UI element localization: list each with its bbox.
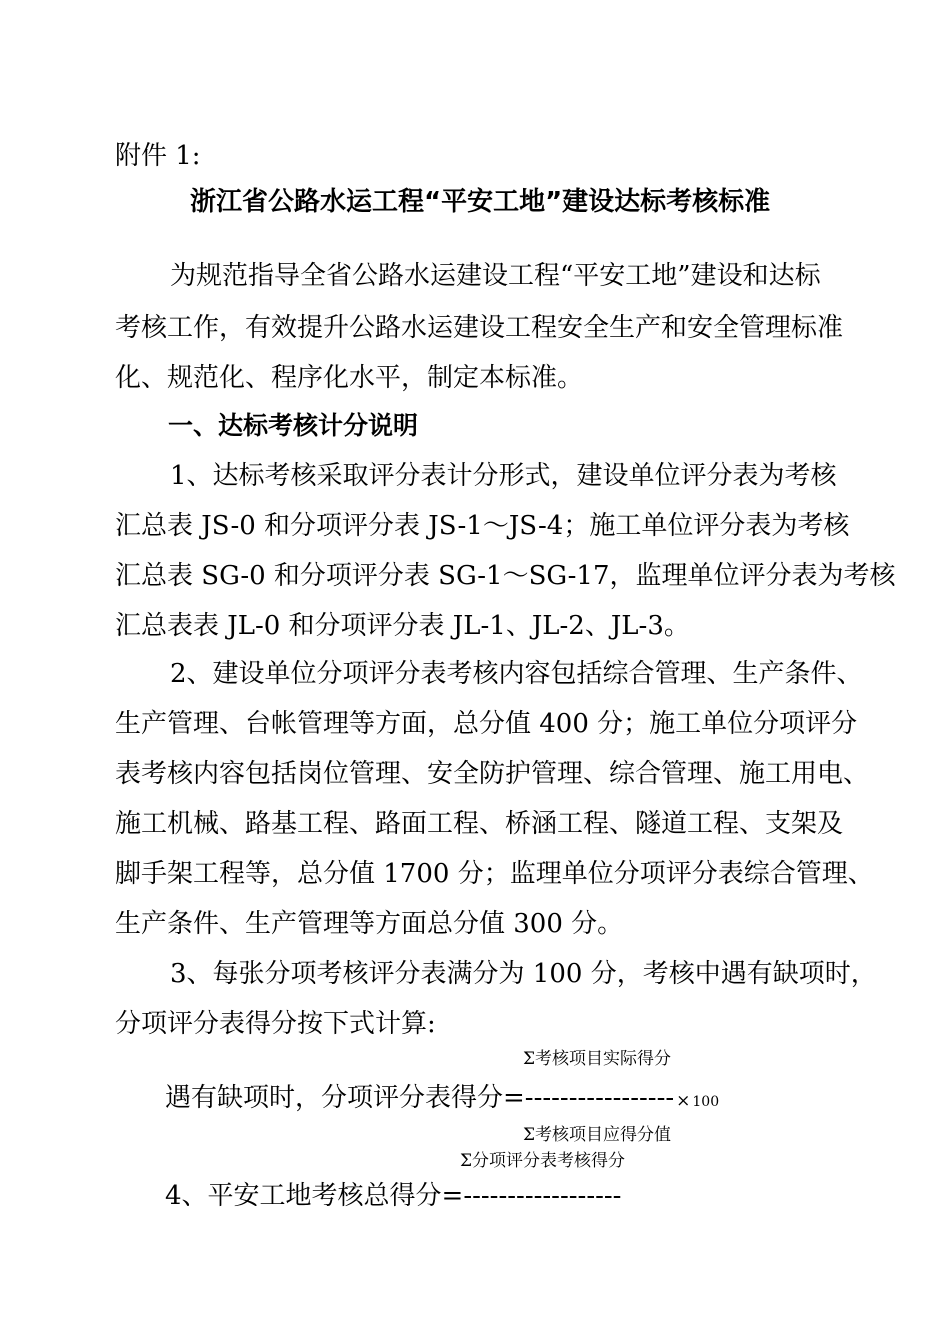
formula1-times-sign: × bbox=[676, 1091, 691, 1111]
formula2-numerator: Σ分项评分表考核得分 bbox=[460, 1151, 626, 1171]
intro-line-3: 化、规范化、程序化水平，制定本标准。 bbox=[115, 363, 584, 393]
formula2-lhs: 4、平安工地考核总得分=------------------ bbox=[165, 1181, 622, 1211]
item1-line-1: 1、达标考核采取评分表计分形式，建设单位评分表为考核 bbox=[170, 461, 837, 491]
item1-line-2: 汇总表 JS-0 和分项评分表 JS-1～JS-4；施工单位评分表为考核 bbox=[115, 511, 850, 541]
item2-line-2: 生产管理、台帐管理等方面，总分值 400 分；施工单位分项评分 bbox=[115, 709, 858, 739]
item2-line-4: 施工机械、路基工程、路面工程、桥涵工程、隧道工程、支架及 bbox=[115, 809, 844, 839]
item3-line-2: 分项评分表得分按下式计算: bbox=[115, 1009, 436, 1039]
section-heading-1: 一、达标考核计分说明 bbox=[168, 411, 419, 440]
formula1-numerator: Σ考核项目实际得分 bbox=[523, 1049, 672, 1069]
item2-line-1: 2、建设单位分项评分表考核内容包括综合管理、生产条件、 bbox=[170, 659, 863, 689]
item2-line-6: 生产条件、生产管理等方面总分值 300 分。 bbox=[115, 909, 624, 939]
formula1-denominator: Σ考核项目应得分值 bbox=[523, 1125, 672, 1145]
item1-line-3: 汇总表 SG-0 和分项评分表 SG-1～SG-17，监理单位评分表为考核 bbox=[115, 561, 896, 591]
intro-line-2: 考核工作，有效提升公路水运建设工程安全生产和安全管理标准 bbox=[115, 313, 844, 343]
attachment-label: 附件 1: bbox=[115, 141, 201, 171]
item3-line-1: 3、每张分项考核评分表满分为 100 分，考核中遇有缺项时， bbox=[170, 959, 877, 989]
item2-line-3: 表考核内容包括岗位管理、安全防护管理、综合管理、施工用电、 bbox=[115, 759, 870, 789]
formula1-expression: 遇有缺项时，分项评分表得分=----------------- bbox=[165, 1083, 675, 1113]
document-title: 浙江省公路水运工程“平安工地”建设达标考核标准 bbox=[190, 187, 771, 217]
formula1-multiplier: 100 bbox=[692, 1094, 720, 1110]
item1-line-4: 汇总表表 JL-0 和分项评分表 JL-1、JL-2、JL-3。 bbox=[115, 611, 690, 641]
formula1-lhs bbox=[165, 1082, 719, 1118]
intro-line-1: 为规范指导全省公路水运建设工程“平安工地”建设和达标 bbox=[170, 261, 821, 291]
item2-line-5: 脚手架工程等，总分值 1700 分；监理单位分项评分表综合管理、 bbox=[115, 859, 874, 889]
